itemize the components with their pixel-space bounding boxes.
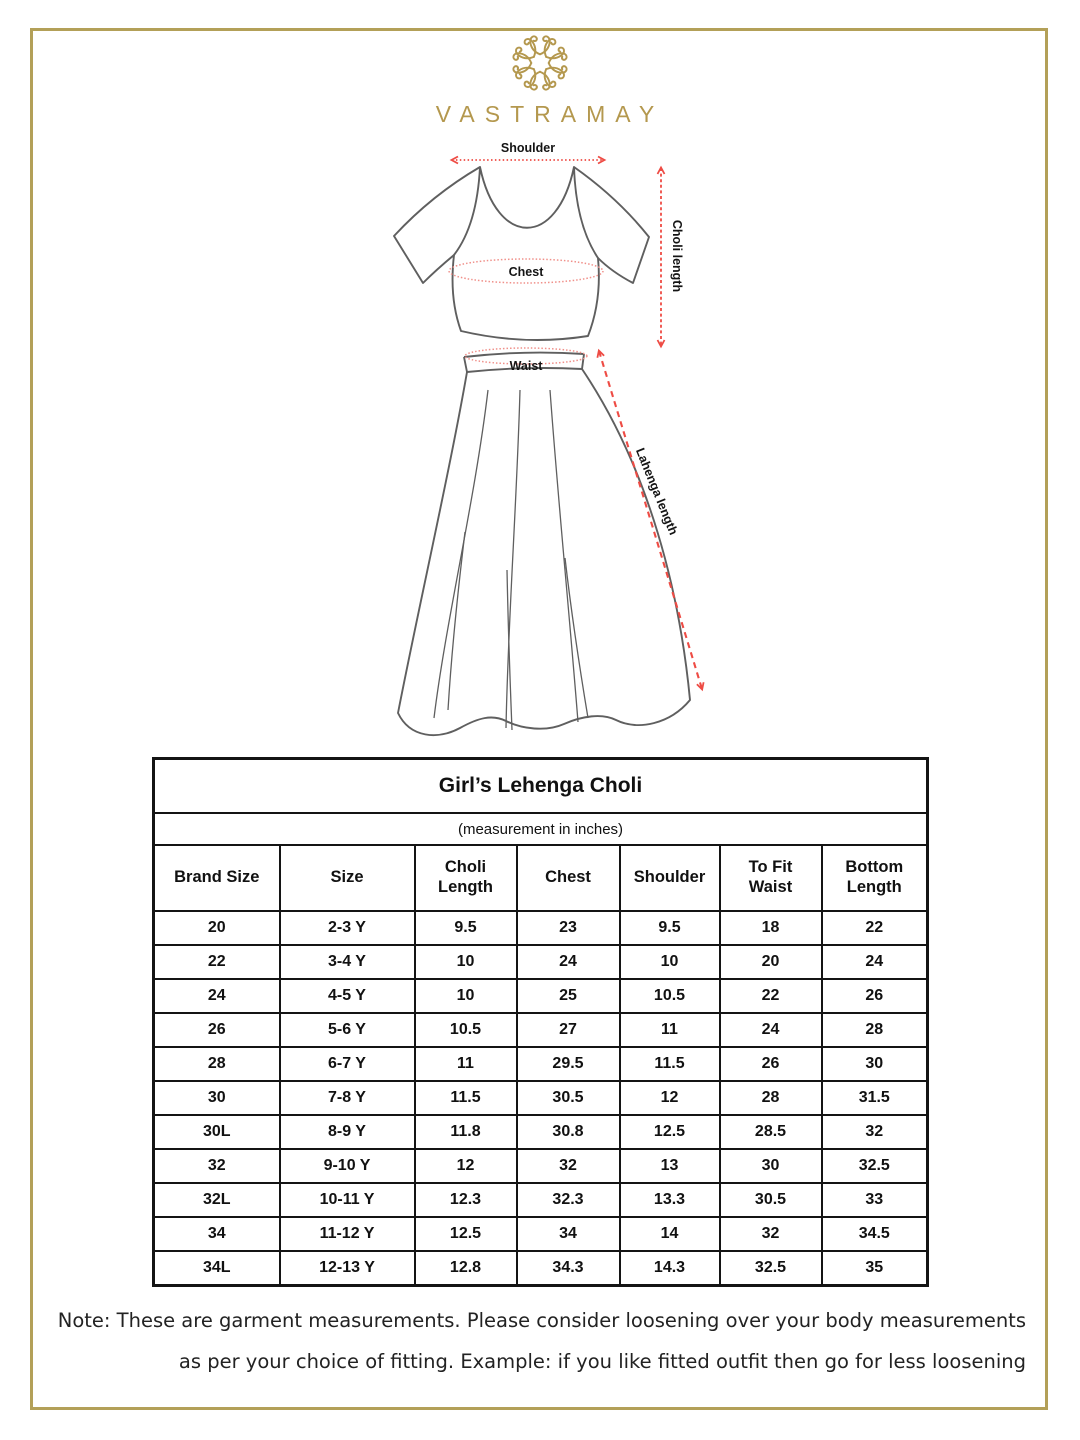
table-cell: 10 [620,945,720,979]
skirt-pleat-lines [434,390,588,730]
table-cell: 12.8 [415,1251,517,1286]
table-cell: 32 [720,1217,822,1251]
table-cell: 30.5 [517,1081,620,1115]
table-cell: 6-7 Y [280,1047,415,1081]
table-cell: 5-6 Y [280,1013,415,1047]
choli-outline [394,167,649,340]
table-cell: 10 [415,945,517,979]
shoulder-label: Shoulder [500,141,556,155]
size-chart-table [152,757,929,1287]
column-header: Choli Length [415,845,517,911]
table-cell: 32 [154,1149,280,1183]
table-cell: 20 [720,945,822,979]
chest-label: Chest [508,265,544,279]
table-cell: 28 [822,1013,928,1047]
table-cell: 32.5 [822,1149,928,1183]
table-cell: 32.5 [720,1251,822,1286]
table-row [154,911,928,945]
table-cell: 9-10 Y [280,1149,415,1183]
lahenga-length-arrow [599,351,702,689]
table-cell: 10 [415,979,517,1013]
table-row [154,1115,928,1149]
table-subtitle: (measurement in inches) [154,813,928,845]
table-cell: 12 [620,1081,720,1115]
table-cell: 24 [720,1013,822,1047]
table-cell: 24 [154,979,280,1013]
brand-name: VASTRAMAY [435,101,665,127]
table-row [154,1013,928,1047]
table-cell: 32 [822,1115,928,1149]
table-cell: 35 [822,1251,928,1286]
column-header: Shoulder [620,845,720,911]
table-cell: 9.5 [620,911,720,945]
table-cell: 12-13 Y [280,1251,415,1286]
table-cell: 4-5 Y [280,979,415,1013]
brand-emblem-icon [509,30,571,96]
table-row [154,1081,928,1115]
table-cell: 2-3 Y [280,911,415,945]
table-cell: 30 [154,1081,280,1115]
table-cell: 10-11 Y [280,1183,415,1217]
table-cell: 10.5 [415,1013,517,1047]
table-cell: 13.3 [620,1183,720,1217]
table-cell: 13 [620,1149,720,1183]
table-cell: 26 [154,1013,280,1047]
table-cell: 28 [720,1081,822,1115]
table-cell: 29.5 [517,1047,620,1081]
table-cell: 26 [822,979,928,1013]
measurement-annotations [449,160,702,689]
table-cell: 11.8 [415,1115,517,1149]
table-row [154,1217,928,1251]
table-cell: 30.8 [517,1115,620,1149]
table-cell: 11 [415,1047,517,1081]
table-cell: 12 [415,1149,517,1183]
table-cell: 28.5 [720,1115,822,1149]
note-line-2: as per your choice of fitting. Example: if you like fitted outfit then go for less loosening [178,1350,1026,1373]
table-cell: 11 [620,1013,720,1047]
table-row [154,945,928,979]
table-cell: 28 [154,1047,280,1081]
table-cell: 12.5 [415,1217,517,1251]
table-cell: 30 [720,1149,822,1183]
table-cell: 30 [822,1047,928,1081]
table-title: Girl’s Lehenga Choli [154,759,928,814]
lehenga-outline [398,353,690,736]
table-cell: 9.5 [415,911,517,945]
table-cell: 3-4 Y [280,945,415,979]
table-row [154,979,928,1013]
table-row [154,1047,928,1081]
table-cell: 11.5 [415,1081,517,1115]
table-cell: 22 [822,911,928,945]
note-line-1: Note: These are garment measurements. Please consider loosening over your body measurements [57,1309,1026,1332]
table-cell: 34L [154,1251,280,1286]
table-cell: 18 [720,911,822,945]
table-body [154,911,928,1286]
table-cell: 14.3 [620,1251,720,1286]
table-cell: 27 [517,1013,620,1047]
table-cell: 10.5 [620,979,720,1013]
table-cell: 34 [154,1217,280,1251]
table-cell: 32.3 [517,1183,620,1217]
column-header: Chest [517,845,620,911]
column-header: Bottom Length [822,845,928,911]
table-cell: 12.3 [415,1183,517,1217]
table-cell: 24 [822,945,928,979]
table-cell: 14 [620,1217,720,1251]
table-cell: 11-12 Y [280,1217,415,1251]
table-cell: 25 [517,979,620,1013]
table-cell: 34 [517,1217,620,1251]
table-cell: 34.3 [517,1251,620,1286]
waist-label: Waist [509,359,543,373]
choli-length-label: Choli length [670,219,684,293]
table-cell: 22 [720,979,822,1013]
table-cell: 24 [517,945,620,979]
table-row [154,1183,928,1217]
table-cell: 30L [154,1115,280,1149]
column-header: Size [280,845,415,911]
column-header: Brand Size [154,845,280,911]
table-cell: 33 [822,1183,928,1217]
table-row [154,1149,928,1183]
table-cell: 26 [720,1047,822,1081]
table-cell: 32L [154,1183,280,1217]
table-cell: 30.5 [720,1183,822,1217]
table-cell: 20 [154,911,280,945]
table-cell: 12.5 [620,1115,720,1149]
table-cell: 31.5 [822,1081,928,1115]
table-header-row [154,845,928,911]
column-header: To Fit Waist [720,845,822,911]
lahenga-length-label: Lahenga length [632,446,681,537]
table-cell: 11.5 [620,1047,720,1081]
table-cell: 7-8 Y [280,1081,415,1115]
note [40,1300,1026,1382]
table-cell: 8-9 Y [280,1115,415,1149]
table-cell: 23 [517,911,620,945]
table-row [154,1251,928,1286]
garment-measurement-diagram [350,140,730,750]
table-cell: 34.5 [822,1217,928,1251]
table-cell: 22 [154,945,280,979]
table-cell: 32 [517,1149,620,1183]
